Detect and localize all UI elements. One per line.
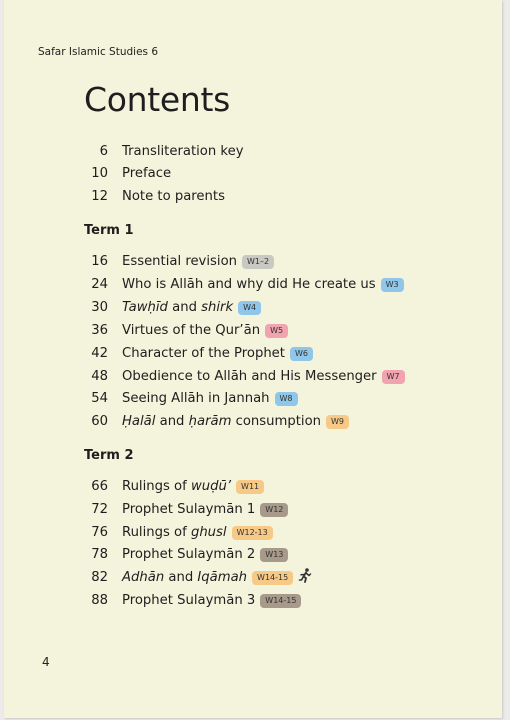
week-badge: W1–2 bbox=[242, 255, 274, 269]
week-badge: W5 bbox=[265, 324, 288, 338]
toc-entry-label: Essential revision bbox=[122, 254, 237, 269]
toc-entry[interactable] bbox=[84, 298, 261, 318]
week-badge: W12-13 bbox=[232, 526, 273, 540]
running-header: Safar Islamic Studies 6 bbox=[38, 46, 159, 58]
toc-entry-label: Who is Allāh and why did He create us bbox=[122, 277, 376, 292]
toc-entry-label: Ḥalāl bbox=[122, 414, 156, 429]
term-2-heading: Term 2 bbox=[84, 448, 134, 463]
toc-entry[interactable] bbox=[84, 252, 274, 272]
toc-entry[interactable] bbox=[84, 187, 225, 207]
toc-entry[interactable] bbox=[84, 321, 288, 341]
term-1-heading: Term 1 bbox=[84, 223, 134, 238]
toc-page-number: 6 bbox=[99, 144, 108, 159]
toc-page-number: 36 bbox=[91, 323, 108, 338]
toc-page-number: 76 bbox=[91, 525, 108, 540]
toc-entry-label: consumption bbox=[231, 414, 321, 429]
toc-entry-label: Rulings of bbox=[122, 479, 191, 494]
toc-entry-label: Prophet Sulaymān 3 bbox=[122, 593, 256, 608]
toc-page-number: 82 bbox=[91, 570, 108, 585]
toc-page-number: 78 bbox=[91, 547, 108, 562]
toc-entry[interactable] bbox=[84, 545, 288, 565]
toc-entry-label: Rulings of bbox=[122, 525, 191, 540]
toc-entry-label: Tawḥīd bbox=[122, 300, 168, 315]
toc-entry-label: Transliteration key bbox=[122, 144, 244, 159]
toc-entry[interactable] bbox=[84, 523, 273, 543]
toc-entry[interactable] bbox=[84, 164, 171, 184]
week-badge: W7 bbox=[382, 370, 405, 384]
week-badge: W4 bbox=[238, 301, 261, 315]
page-title: Contents bbox=[84, 80, 231, 119]
toc-entry-label: Prophet Sulaymān 1 bbox=[122, 502, 256, 517]
toc-entry-label: wuḍū’ bbox=[190, 479, 232, 494]
toc-entry-label: Seeing Allāh in Jannah bbox=[122, 391, 270, 406]
week-badge: W11 bbox=[236, 480, 264, 494]
toc-entry-label: Note to parents bbox=[122, 189, 225, 204]
toc-page-number: 42 bbox=[91, 346, 108, 361]
week-badge: W14-15 bbox=[252, 571, 293, 585]
toc-entry[interactable] bbox=[84, 275, 404, 295]
toc-entry-label: Preface bbox=[122, 166, 172, 181]
toc-page-number: 54 bbox=[91, 391, 108, 406]
page-number: 4 bbox=[42, 655, 50, 669]
week-badge: W13 bbox=[260, 548, 288, 562]
toc-entry[interactable] bbox=[84, 367, 405, 387]
toc-page-number: 30 bbox=[91, 300, 108, 315]
toc-page-number: 88 bbox=[91, 593, 108, 608]
toc-entry-label: Obedience to Allāh and His Messenger bbox=[122, 369, 377, 384]
toc-entry[interactable] bbox=[84, 344, 313, 364]
week-badge: W14-15 bbox=[260, 594, 301, 608]
week-badge: W6 bbox=[290, 347, 313, 361]
toc-entry-label: and bbox=[164, 570, 198, 585]
contents-page bbox=[4, 0, 502, 718]
toc-page-number: 16 bbox=[91, 254, 108, 269]
toc-entry-label: ghusl bbox=[190, 525, 227, 540]
toc-page-number: 24 bbox=[91, 277, 108, 292]
toc-entry[interactable] bbox=[84, 389, 298, 409]
week-badge: W8 bbox=[275, 392, 298, 406]
toc-entry[interactable] bbox=[84, 412, 349, 432]
toc-page-number: 48 bbox=[91, 369, 108, 384]
toc-entry-label: Prophet Sulaymān 2 bbox=[122, 547, 256, 562]
toc-entry[interactable] bbox=[84, 142, 244, 162]
toc-entry[interactable] bbox=[84, 591, 301, 611]
toc-entry[interactable] bbox=[84, 477, 264, 497]
toc-entry[interactable] bbox=[84, 500, 288, 520]
toc-page-number: 66 bbox=[91, 479, 108, 494]
toc-page-number: 60 bbox=[91, 414, 108, 429]
toc-entry[interactable] bbox=[84, 568, 312, 588]
toc-entry-label: ḥarām bbox=[188, 414, 232, 429]
toc-page-number: 72 bbox=[91, 502, 108, 517]
toc-entry-label: and bbox=[155, 414, 189, 429]
toc-entry-label: Virtues of the Qur’ān bbox=[122, 323, 261, 338]
toc-entry-label: and bbox=[167, 300, 202, 315]
toc-entry-label: Character of the Prophet bbox=[122, 346, 285, 361]
running-person-icon bbox=[298, 568, 312, 590]
toc-page-number: 10 bbox=[91, 166, 108, 181]
toc-entry-label: Iqāmah bbox=[197, 570, 248, 585]
toc-entry-label: Adhān bbox=[122, 570, 165, 585]
toc-page-number: 12 bbox=[91, 189, 108, 204]
week-badge: W12 bbox=[260, 503, 288, 517]
toc-entry-label: shirk bbox=[201, 300, 234, 315]
week-badge: W9 bbox=[326, 415, 349, 429]
week-badge: W3 bbox=[381, 278, 404, 292]
